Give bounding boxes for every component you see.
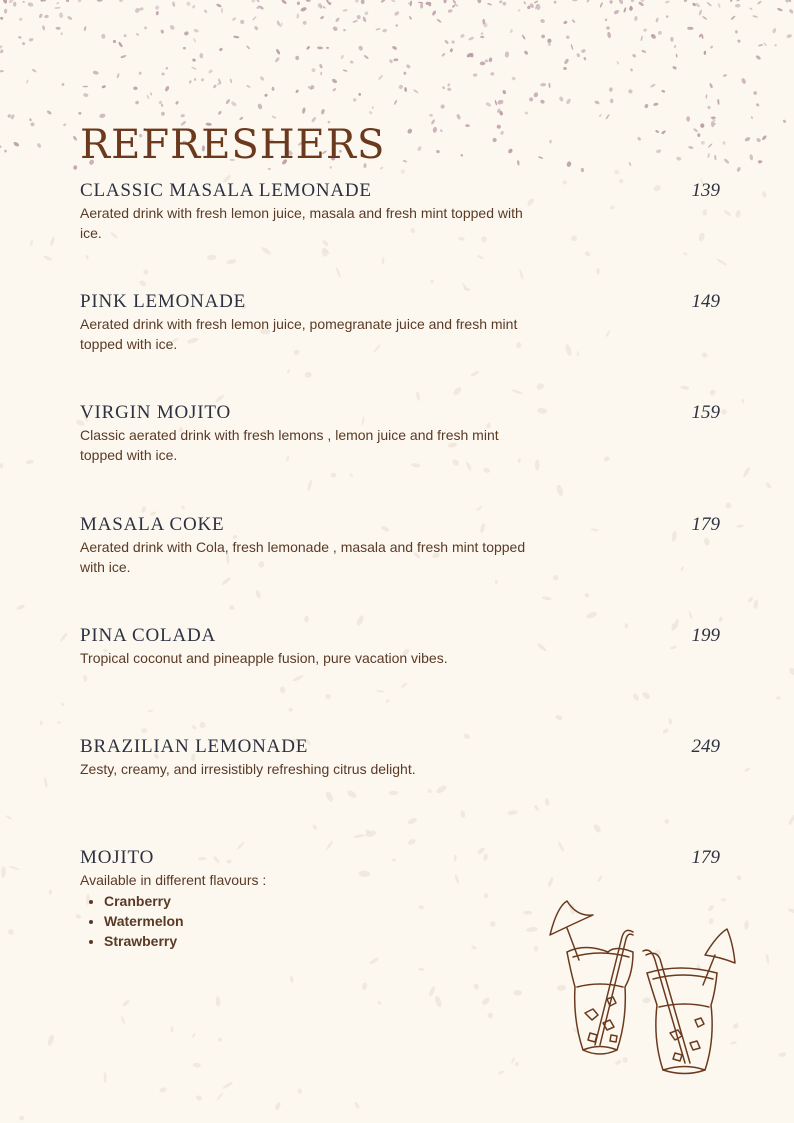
item-price: 139	[691, 180, 720, 201]
item-description: Aerated drink with Cola, fresh lemonade , masala and fresh mint topped with ice.	[80, 539, 526, 575]
item-name: CLASSIC MASALA LEMONADE	[80, 180, 372, 201]
menu-item	[80, 736, 720, 779]
menu-item	[80, 291, 720, 354]
flavour-item: • Cranberry	[104, 891, 720, 911]
right-glass-icon	[643, 929, 735, 1074]
item-name: MOJITO	[80, 847, 155, 868]
item-description: Aerated drink with fresh lemon juice, masala and fresh mint topped with ice.	[80, 205, 523, 241]
item-name: VIRGIN MOJITO	[80, 402, 231, 423]
menu-item	[80, 402, 720, 465]
item-description: Tropical coconut and pineapple fusion, pure vacation vibes.	[80, 650, 448, 666]
item-name: MASALA COKE	[80, 514, 225, 535]
flavour-item: • Strawberry	[104, 931, 720, 951]
item-description: Aerated drink with fresh lemon juice, pomegranate juice and fresh mint topped with ice.	[80, 316, 518, 352]
menu-item	[80, 180, 720, 243]
item-price: 179	[691, 514, 720, 535]
menu-item	[80, 625, 720, 668]
page-title: REFRESHERS	[80, 122, 386, 168]
item-name: BRAZILIAN LEMONADE	[80, 736, 309, 757]
item-price: 149	[691, 291, 720, 312]
menu-item	[80, 514, 720, 577]
item-price: 249	[691, 736, 720, 757]
item-price: 179	[691, 847, 720, 868]
item-description: Zesty, creamy, and irresistibly refreshing citrus delight.	[80, 761, 416, 777]
cocktail-glasses-icon	[545, 895, 745, 1085]
item-name: PINA COLADA	[80, 625, 217, 646]
left-glass-icon	[550, 901, 633, 1054]
item-price: 159	[691, 402, 720, 423]
item-description: Classic aerated drink with fresh lemons , lemon juice and fresh mint topped with ice.	[80, 427, 499, 463]
item-name: PINK LEMONADE	[80, 291, 247, 312]
item-price: 199	[691, 625, 720, 646]
flavour-item: • Watermelon	[104, 911, 720, 931]
item-description: Available in different flavours :	[80, 872, 267, 888]
